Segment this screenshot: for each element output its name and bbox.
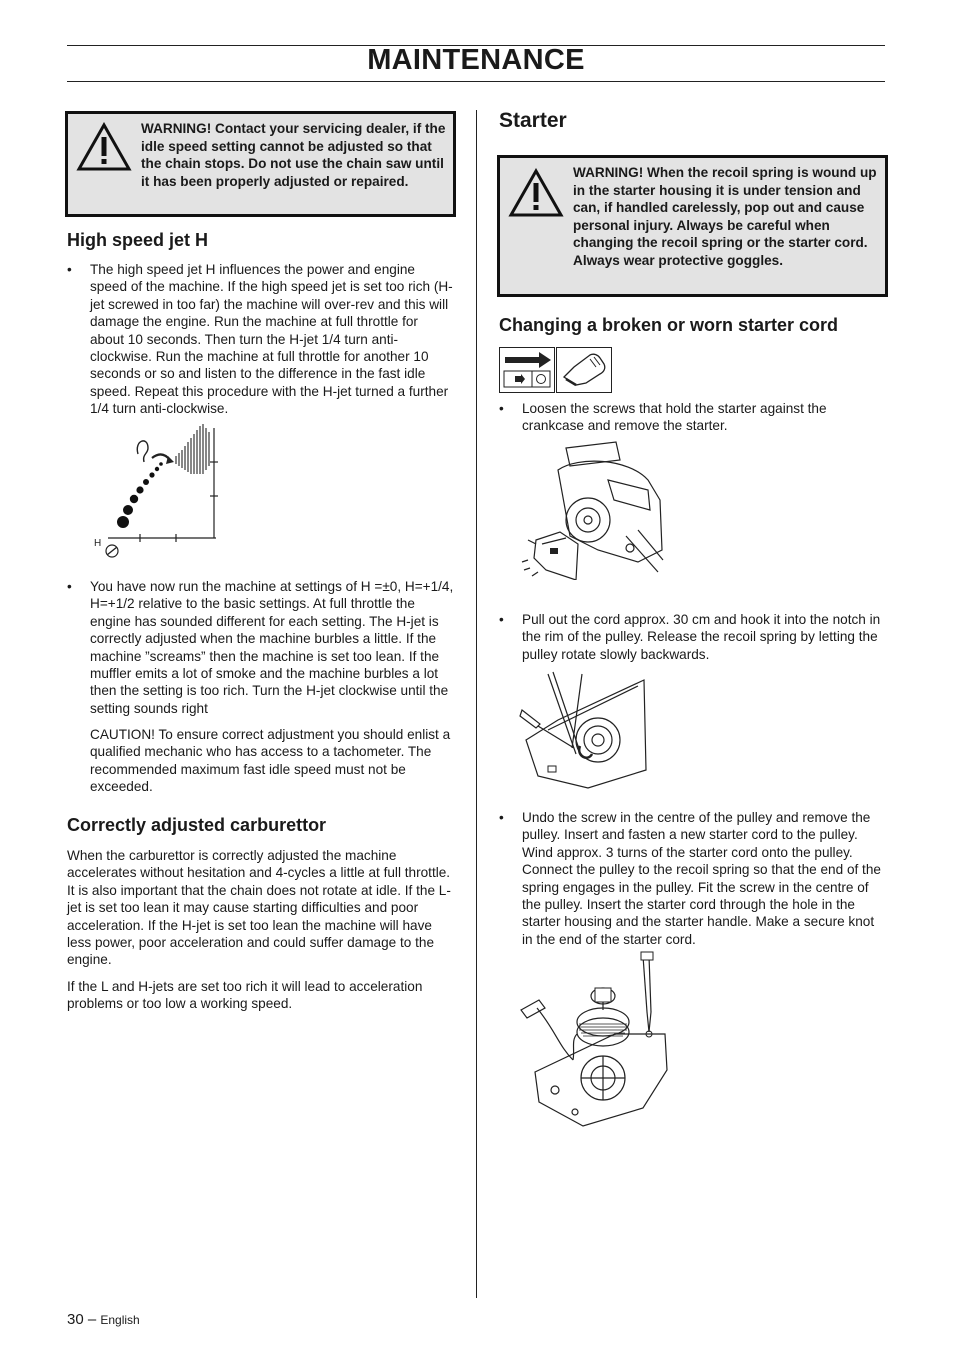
screw-icon xyxy=(106,545,118,557)
chainsaw-starter-figure xyxy=(518,440,668,580)
dots-ascending xyxy=(117,462,163,528)
bullet-marker: • xyxy=(67,579,72,594)
bullet-text: Loosen the screws that hold the starter against the crankcase and remove the starter. xyxy=(522,401,827,434)
warning-box-idle xyxy=(65,111,456,217)
bullet-text: You have now run the machine at settings of H =±0, H=+1/4, H=+1/2 relative to the basic settings. At full throttle the engine has sounded different for each setting. The H-jet is correctly adjusted when the machine burbles a little. If the machine ”screams” then the machine is set too lean. If the muffler emits a lot of smoke and the machine burbles a lot then the setting is too rich. Turn the H-jet clockwise until the setting sounds right xyxy=(90,579,454,716)
column-divider xyxy=(476,110,477,1298)
h-jet-figure xyxy=(90,422,230,562)
bullet-marker: • xyxy=(67,262,72,277)
warning-triangle-icon xyxy=(76,122,132,172)
bullet-marker: • xyxy=(499,810,504,825)
warning-text-idle: WARNING! Contact your servicing dealer, if the idle speed setting cannot be adjusted so that the chain stops. Do not use the chain saw until it has been properly adjusted or repaired. xyxy=(141,121,446,189)
page-number: 30 – xyxy=(67,1311,97,1328)
bullet-marker: • xyxy=(499,401,504,416)
glove-icon xyxy=(556,347,612,393)
arrow-icon xyxy=(499,347,555,393)
heading-starter: Starter xyxy=(499,109,567,132)
warning-triangle-icon xyxy=(508,168,564,218)
footer-language: English xyxy=(100,1313,140,1327)
bullet-text: The high speed jet H influences the power and engine speed of the machine. If the high speed jet is set too rich (H-jet screwed in too far) the machine will over-rev and this will damage the engine. Run the machine at full throttle for about 10 seconds. Then turn the H-jet 1/4 turn anti-clockwise. Run the machine at full throttle for another 10 seconds or so and listen to the difference in the fast idle speed. Repeat this procedure with the H-jet turned a further 1/4 turn anti-clockwise. xyxy=(90,262,453,417)
page-title: MAINTENANCE xyxy=(367,44,585,76)
sound-wave-icon xyxy=(176,424,209,474)
warning-text-starter: WARNING! When the recoil spring is wound up in the starter housing it is under tension and can, if handled carelessly, pop out and cause personal injury. Always be careful when changing the recoil spring or the starter cord. Always wear protective goggles. xyxy=(573,165,877,268)
heading-high-speed-jet: High speed jet H xyxy=(67,230,209,250)
heading-changing-starter-cord: Changing a broken or worn starter cord xyxy=(499,315,839,335)
heading-correct-carburettor: Correctly adjusted carburettor xyxy=(67,815,327,835)
bullet-text: Undo the screw in the centre of the pulley and remove the pulley. Insert and fasten a new starter cord to the pulley. Wind approx. 3 turns of the starter cord onto the pulley. Connect the pulley to the recoil spring so that the end of the spring engages in the pulley. Fit the screw in the centre of the pulley. Insert the starter cord through the hole in the starter housing and the starter handle. Make a secure knot in the end of the starter cord. xyxy=(522,810,881,947)
figure-label-h: H xyxy=(94,538,102,549)
ear-icon xyxy=(137,441,148,462)
warning-box-starter xyxy=(497,155,888,297)
bullet-marker: • xyxy=(499,612,504,627)
pulley-assembly-figure xyxy=(515,950,675,1130)
caution-text: CAUTION! To ensure correct adjustment you should enlist a qualified mechanic who has access to a tachometer. The recommended maximum fast idle speed must not be exceeded. xyxy=(90,727,451,795)
carburettor-paragraph-1: When the carburettor is correctly adjusted the machine accelerates without hesitation and 4-cycles a little at full throttle. It is also important that the chain does not rotate at idle. If the L-jet is set too lean it may cause starting difficulties and poor acceleration. If the H-jet is set too lean the machine will have less power, poor acceleration and could suffer damage to the engine. xyxy=(67,848,451,968)
pulley-release-figure xyxy=(518,670,650,790)
header-rule-bottom xyxy=(67,81,885,82)
carburettor-paragraph-2: If the L and H-jets are set too rich it will lead to acceleration problems or too low a working speed. xyxy=(67,979,423,1012)
page-footer xyxy=(67,1311,140,1328)
bullet-text: Pull out the cord approx. 30 cm and hook it into the notch in the rim of the pulley. Release the recoil spring by letting the pulley rotate slowly backwards. xyxy=(522,612,881,662)
